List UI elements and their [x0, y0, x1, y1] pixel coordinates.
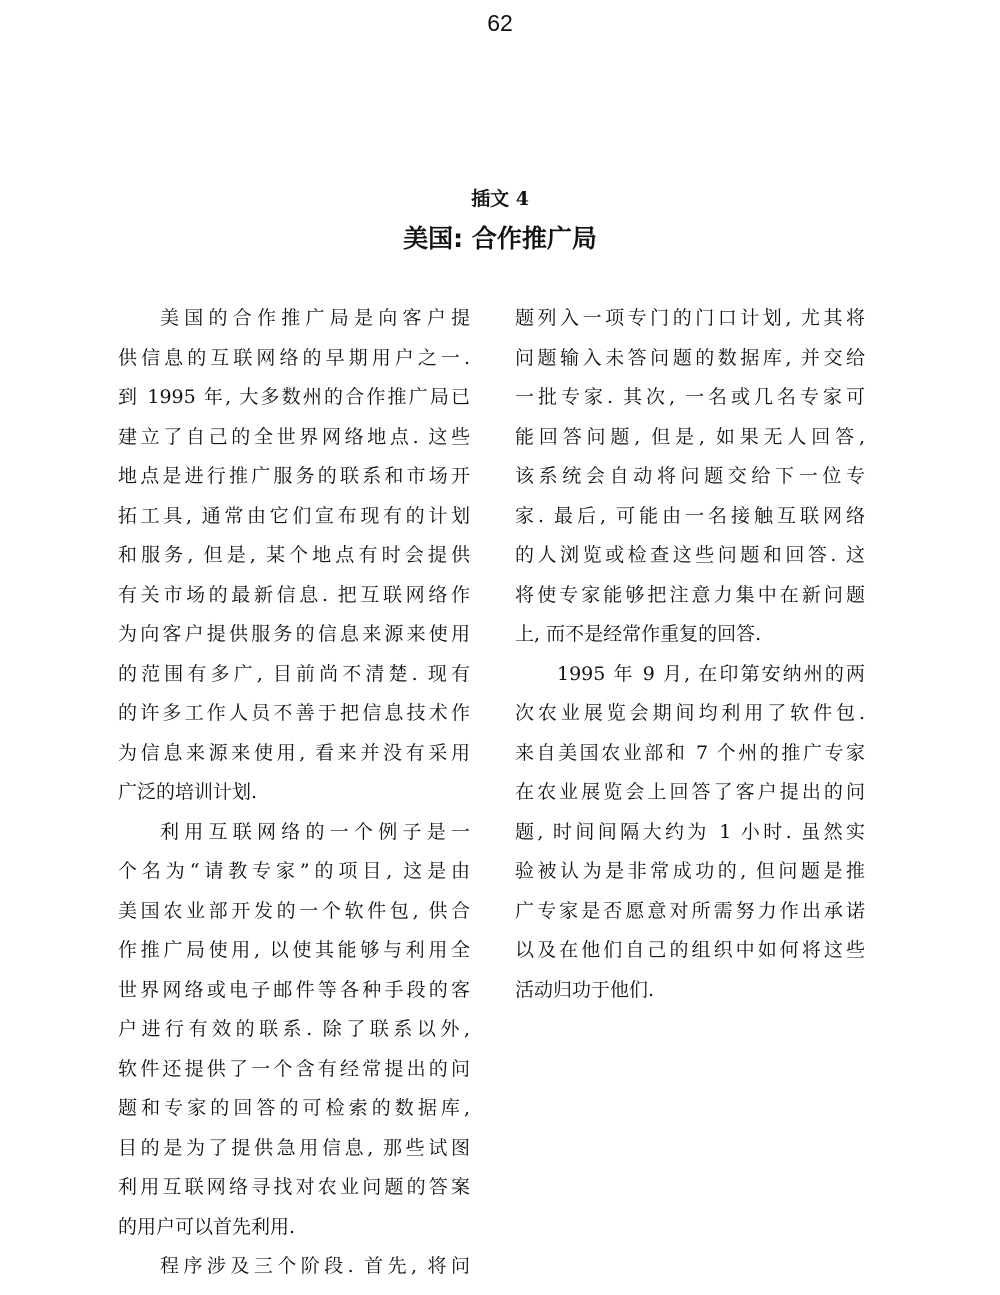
- text-line: 美国的合作推广局是向客户提: [160, 307, 470, 329]
- text-line: 来自美国农业部和 7 个州的推广专家: [515, 741, 865, 764]
- text-line: 软件还提供了一个含有经常提出的问: [118, 1057, 470, 1080]
- text-line: 目的是为了提供急用信息, 那些试图: [118, 1136, 470, 1159]
- text-line: 验被认为是非常成功的, 但问题是推: [515, 860, 865, 882]
- text-line: 活动归功于他们.: [515, 978, 655, 1001]
- text-line: 的范围有多广, 目前尚不清楚. 现有: [118, 662, 470, 685]
- text-line: 个名为“请教专家”的项目, 这是由: [118, 860, 470, 882]
- text-line: 一批专家. 其次, 一名或几名专家可: [515, 386, 865, 408]
- text-line: 的用户可以首先利用.: [118, 1215, 296, 1238]
- text-line: 和服务, 但是, 某个地点有时会提供: [118, 544, 470, 566]
- text-line: 为向客户提供服务的信息来源来使用: [118, 623, 470, 645]
- text-line: 1995 年 9 月, 在印第安纳州的两: [557, 662, 865, 685]
- text-line: 的人浏览或检查这些问题和回答. 这: [515, 544, 865, 566]
- text-line: 以及在他们自己的组织中如何将这些: [515, 939, 865, 961]
- text-line: 利用互联网络寻找对农业问题的答案: [118, 1176, 470, 1198]
- text-line: 建立了自己的全世界网络地点. 这些: [118, 425, 470, 448]
- right-text-column: [515, 299, 865, 1010]
- box-label: 插文 4: [471, 188, 529, 210]
- text-line: 在农业展览会上回答了客户提出的问: [515, 781, 865, 803]
- text-line: 供信息的互联网络的早期用户之一.: [118, 346, 470, 369]
- text-line: 次农业展览会期间均利用了软件包.: [515, 702, 865, 724]
- text-line: 美国农业部开发的一个软件包, 供合: [118, 899, 470, 922]
- text-line: 问题输入未答问题的数据库, 并交给: [515, 346, 865, 369]
- text-line: 上, 而不是经常作重复的回答.: [515, 623, 762, 645]
- text-line: 有关市场的最新信息. 把互联网络作: [118, 583, 470, 606]
- text-line: 题列入一项专门的门口计划, 尤其将: [515, 307, 865, 329]
- text-line: 的许多工作人员不善于把信息技术作: [118, 702, 470, 724]
- text-line: 为信息来源来使用, 看来并没有采用: [118, 741, 470, 764]
- text-line: 程序涉及三个阶段. 首先, 将问: [160, 1255, 470, 1277]
- text-line: 到 1995 年, 大多数州的合作推广局已: [118, 386, 470, 408]
- text-line: 将使专家能够把注意力集中在新问题: [515, 583, 865, 606]
- text-line: 家. 最后, 可能由一名接触互联网络: [515, 504, 865, 527]
- text-line: 拓工具, 通常由它们宣布现有的计划: [118, 504, 470, 527]
- text-line: 作推广局使用, 以使其能够与利用全: [118, 939, 470, 961]
- box-title: 美国: 合作推广局: [403, 224, 597, 253]
- text-line: 地点是进行推广服务的联系和市场开: [118, 465, 470, 487]
- text-line: 广泛的培训计划.: [118, 781, 258, 803]
- text-line: 能回答问题, 但是, 如果无人回答,: [515, 425, 865, 448]
- text-line: 利用互联网络的一个例子是一: [160, 820, 470, 843]
- text-line: 该系统会自动将问题交给下一位专: [515, 465, 865, 487]
- text-line: 广专家是否愿意对所需努力作出承诺: [515, 899, 865, 922]
- page-number: 62: [487, 10, 513, 36]
- text-line: 题和专家的回答的可检索的数据库,: [118, 1097, 470, 1119]
- text-line: 户进行有效的联系. 除了联系以外,: [118, 1018, 470, 1040]
- text-line: 题, 时间间隔大约为 1 小时. 虽然实: [515, 820, 865, 843]
- text-line: 世界网络或电子邮件等各种手段的客: [118, 978, 470, 1001]
- left-text-column: [118, 299, 470, 1287]
